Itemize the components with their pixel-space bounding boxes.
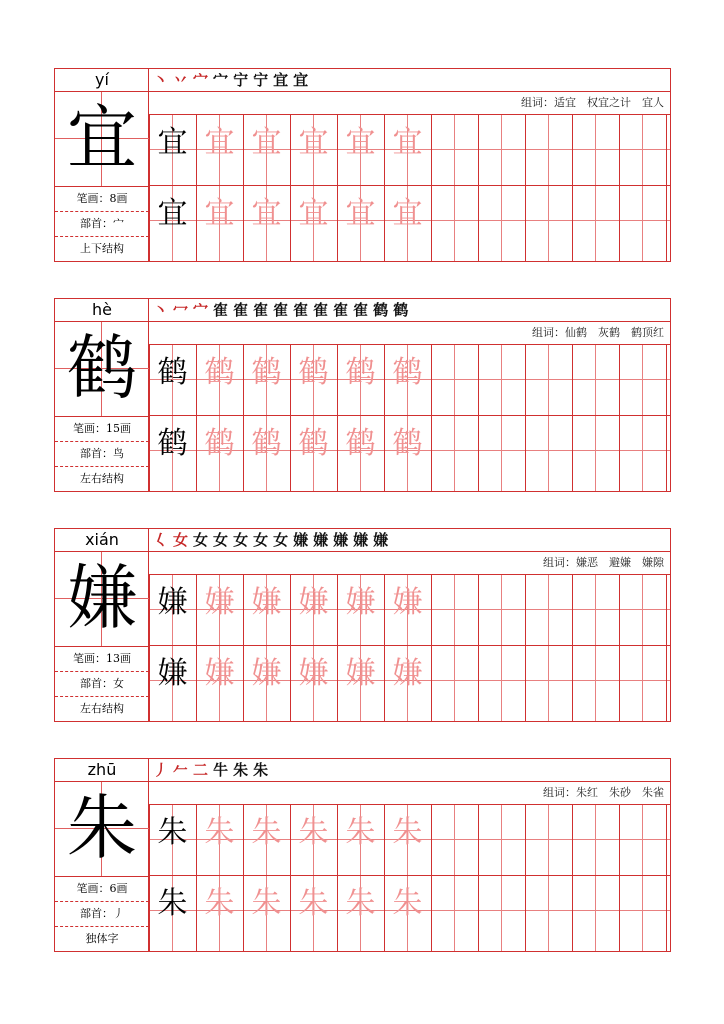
pinyin-label: yí xyxy=(55,69,149,92)
trace-character: 嫌 xyxy=(392,656,423,691)
trace-character: 嫌 xyxy=(298,656,329,691)
word-examples: 组词：适宜 权宜之计 宜人 xyxy=(149,92,670,115)
trace-character: 朱 xyxy=(204,815,235,850)
stroke-step: 朱 xyxy=(233,761,249,779)
word-examples: 组词：仙鹤 灰鹤 鹤顶红 xyxy=(149,322,670,345)
stroke-step: 嫌 xyxy=(353,531,369,549)
practice-grid-row xyxy=(149,876,670,951)
pinyin-label: zhū xyxy=(55,759,149,782)
stroke-step: 鹤 xyxy=(373,301,389,319)
stroke-step: 隺 xyxy=(273,301,289,319)
main-character-box xyxy=(55,782,149,877)
stroke-step: 冖 xyxy=(173,301,189,319)
trace-character: 朱 xyxy=(392,886,423,921)
main-character: 宜 xyxy=(67,97,137,179)
main-character-box xyxy=(55,92,149,187)
practice-grid-row xyxy=(149,416,670,491)
stroke-order-row xyxy=(149,759,670,782)
character-card-xian xyxy=(54,528,671,722)
stroke-count: 笔画：6画 xyxy=(55,877,149,902)
trace-character: 宜 xyxy=(392,196,423,231)
practice-grid-row xyxy=(149,115,670,186)
structure: 上下结构 xyxy=(80,242,124,255)
radical: 部首：丿 xyxy=(55,902,149,927)
stroke-step: 嫌 xyxy=(313,531,329,549)
character-info-panel xyxy=(55,529,149,721)
trace-character: 嫌 xyxy=(251,656,282,691)
trace-character: 鹤 xyxy=(204,355,235,390)
model-character: 鹤 xyxy=(157,426,188,461)
structure: 左右结构 xyxy=(80,702,124,715)
stroke-step: 隺 xyxy=(333,301,349,319)
practice-grid-row xyxy=(149,575,670,646)
pinyin-label: xián xyxy=(55,529,149,552)
stroke-step: 隺 xyxy=(293,301,309,319)
main-character: 鹤 xyxy=(67,327,137,409)
trace-character: 宜 xyxy=(345,196,376,231)
trace-character: 鹤 xyxy=(345,355,376,390)
stroke-count: 笔画：8画 xyxy=(55,187,149,212)
trace-character: 朱 xyxy=(298,815,329,850)
trace-character: 嫌 xyxy=(251,585,282,620)
stroke-step: 嫌 xyxy=(333,531,349,549)
practice-grid-row xyxy=(149,805,670,876)
trace-character: 鹤 xyxy=(392,355,423,390)
trace-character: 鹤 xyxy=(251,426,282,461)
trace-character: 朱 xyxy=(298,886,329,921)
trace-character: 朱 xyxy=(345,815,376,850)
main-character: 朱 xyxy=(67,787,137,869)
trace-character: 宜 xyxy=(392,125,423,160)
stroke-count: 笔画：13画 xyxy=(55,647,149,672)
model-character: 朱 xyxy=(157,886,188,921)
trace-character: 嫌 xyxy=(345,585,376,620)
structure: 左右结构 xyxy=(80,472,124,485)
trace-character: 嫌 xyxy=(345,656,376,691)
stroke-step: 隺 xyxy=(313,301,329,319)
stroke-order-row xyxy=(149,529,670,552)
stroke-step: 宜 xyxy=(293,71,309,89)
practice-grid-row xyxy=(149,646,670,721)
trace-character: 宜 xyxy=(251,125,282,160)
character-card-yi xyxy=(54,68,671,262)
main-character: 嫌 xyxy=(67,557,137,639)
character-info-panel xyxy=(55,299,149,491)
structure: 独体字 xyxy=(85,932,119,945)
trace-character: 宜 xyxy=(345,125,376,160)
stroke-step: 女 xyxy=(233,531,249,549)
model-character: 嫌 xyxy=(157,585,188,620)
trace-character: 宜 xyxy=(298,196,329,231)
trace-character: 鹤 xyxy=(298,426,329,461)
model-character: 鹤 xyxy=(157,355,188,390)
model-character: 宜 xyxy=(157,196,188,231)
radical: 部首：宀 xyxy=(55,212,149,237)
stroke-step: 女 xyxy=(213,531,229,549)
trace-character: 宜 xyxy=(298,125,329,160)
trace-character: 宜 xyxy=(204,125,235,160)
model-character: 嫌 xyxy=(157,656,188,691)
character-card-he xyxy=(54,298,671,492)
character-info-panel xyxy=(55,759,149,951)
stroke-step: 宀 xyxy=(193,71,209,89)
model-character: 朱 xyxy=(157,815,188,850)
trace-character: 嫌 xyxy=(204,585,235,620)
main-character-box xyxy=(55,322,149,417)
trace-character: 鹤 xyxy=(392,426,423,461)
word-examples: 组词：嫌恶 避嫌 嫌隙 xyxy=(149,552,670,575)
trace-character: 宜 xyxy=(251,196,282,231)
stroke-step: 女 xyxy=(173,531,189,549)
character-card-zhu xyxy=(54,758,671,952)
stroke-step: 女 xyxy=(193,531,209,549)
stroke-step: 隺 xyxy=(253,301,269,319)
trace-character: 嫌 xyxy=(204,656,235,691)
radical: 部首：女 xyxy=(55,672,149,697)
stroke-step: 牛 xyxy=(213,761,229,779)
radical: 部首：鸟 xyxy=(55,442,149,467)
stroke-step: 隺 xyxy=(233,301,249,319)
stroke-step: 嫌 xyxy=(293,531,309,549)
trace-character: 朱 xyxy=(251,815,282,850)
stroke-step: 隺 xyxy=(213,301,229,319)
stroke-step: 丶 xyxy=(153,71,169,89)
stroke-step: 隺 xyxy=(353,301,369,319)
model-character: 宜 xyxy=(157,125,188,160)
stroke-step: 女 xyxy=(253,531,269,549)
trace-character: 朱 xyxy=(204,886,235,921)
stroke-step: 丿 xyxy=(153,761,169,779)
stroke-order-row xyxy=(149,69,670,92)
trace-character: 鹤 xyxy=(298,355,329,390)
character-info-panel xyxy=(55,69,149,261)
trace-character: 朱 xyxy=(345,886,376,921)
trace-character: 鹤 xyxy=(204,426,235,461)
stroke-step: 宀 xyxy=(193,301,209,319)
trace-character: 嫌 xyxy=(298,585,329,620)
stroke-step: 嫌 xyxy=(373,531,389,549)
stroke-step: 女 xyxy=(273,531,289,549)
trace-character: 朱 xyxy=(251,886,282,921)
pinyin-label: hè xyxy=(55,299,149,322)
trace-character: 朱 xyxy=(392,815,423,850)
practice-grid-row xyxy=(149,186,670,261)
stroke-order-row xyxy=(149,299,670,322)
stroke-step: 𠂉 xyxy=(173,761,189,779)
stroke-step: 宁 xyxy=(233,71,249,89)
stroke-step: 丷 xyxy=(173,71,189,89)
stroke-step: 朱 xyxy=(253,761,269,779)
stroke-step: 宁 xyxy=(253,71,269,89)
trace-character: 鹤 xyxy=(345,426,376,461)
word-examples: 组词：朱红 朱砂 朱雀 xyxy=(149,782,670,805)
trace-character: 嫌 xyxy=(392,585,423,620)
stroke-step: 宜 xyxy=(273,71,289,89)
stroke-step: 二 xyxy=(193,761,209,779)
trace-character: 鹤 xyxy=(251,355,282,390)
trace-character: 宜 xyxy=(204,196,235,231)
main-character-box xyxy=(55,552,149,647)
stroke-step: 𡿨 xyxy=(153,531,169,549)
stroke-step: 宀 xyxy=(213,71,229,89)
stroke-step: 丶 xyxy=(153,301,169,319)
stroke-step: 鹤 xyxy=(393,301,409,319)
practice-grid-row xyxy=(149,345,670,416)
stroke-count: 笔画：15画 xyxy=(55,417,149,442)
